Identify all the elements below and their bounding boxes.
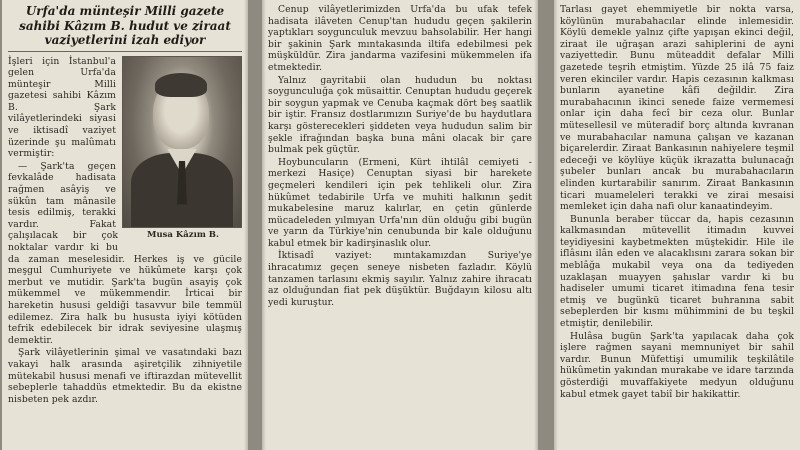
article-paragraph: Yalnız gayritabii olan hududun bu noktası soygunculuğa çok müsaittir. Cenuptan hududu geçerek bir soygun yapmak ve Cenuba kaçmak dört beş saatlik bir iştir. Fransız dostlarımızın Suriye'de bu haydutlara karşı gösterecekleri şiddeten veya hududun salim bir şekle ifrağından başka buna mâni olacak bir çare bulmak pek güçtür. bbox=[268, 74, 532, 156]
portrait-hair bbox=[155, 73, 207, 97]
article-body-start bbox=[8, 56, 242, 406]
column-edge-shadow bbox=[244, 0, 248, 450]
article-headline: Urfa'da münteşir Milli gazete sahibi Kâzım B. hudut ve ziraat vaziyetlerini izah ediyor bbox=[8, 4, 242, 52]
article-paragraph: Bununla beraber tüccar da, hapis cezasının kalkmasından mütevellit itimadın kuvvei teyidiyesini kaybetmekten müştekidir. Hile ile iflâsını ilân eden ve alacaklısını zarara sokan bir meblâğa mukabil veya ona da tediyeden uzaklaşan muayyen şahıslar vardır ki bu hadiseler umumi ticaret itimadına fena tesir etmiş ve bugünkü ticaret buhranına sabit sebeplerden bir kısmı mühimmini de bu teşkil etmiştir, denilebilir. bbox=[560, 213, 794, 330]
portrait-photo bbox=[122, 56, 242, 228]
column-edge-shadow bbox=[262, 0, 266, 450]
article-paragraph: Tarlası gayet ehemmiyetle bir nokta varsa, köylünün murabahacılar elinde inlemesidir. Köylü demekle yalnız çifte yapışan ekinci değil, ziraat ile uğraşan arazi sahiplerini de ayni vaziyettedir. Bunu müteaddit defalar Milli gazetede teşrih etmiştim. Yüzde 25 ilâ 75 faiz veren ekinciler vardır. Hapis cezasının kalkması bunların ayanetine kâfi değildir. Zira murabahacının ikinci senede faize vermemesi onlar için daha fecî bir ceza olur. Bunlar mütesellesil ve müteradif borç altında kıvranan ve murabahacılar namuna çalışan ve kazanan biçarelerdir. Ziraat Bankasının nahiyelere teşmil edeceği ve köylüye küçük ikrazatta bulunacağı şubeler bunları ancak bu murabahacıların elinden kurtarabilir sanırım. Ziraat Bankasının ticari muameleleri terakki ve zirai mesaisi memleket için daha nafi olur kanaatindeyim. bbox=[560, 4, 794, 213]
article-column-2 bbox=[262, 0, 538, 450]
article-column-1 bbox=[2, 0, 248, 450]
article-paragraph: İşleri için İstanbul'a gelen Urfa'da münteşir Milli gazetesi sahibi Kâzım B. Şark vilâyetlerindeki siyasi ve iktisadî vaziyet üzerinde şu malûmatı vermiştir: bbox=[8, 55, 116, 160]
article-paragraph: — Şark'ta geçen fevkalâde hadisata rağmen asâyiş ve sükûn tam mânasile tesis edilmiş, terakki vardır. Fakat çalışılacak bir çok noktalar vardır ki bu da zaman meselesidir. Herkes iş ve gücile meşgul Cumhuriyete ve hükûmete karşı çok merbut ve mutidir. Şark'ta bugün asayiş çok mükemmel ve mükemmendir. İrticai bir hareketin hususi geldiği tasavvur bile temmül edilemez. Zira halk bu hususta iyiyi kötüden tefrik edebilecek bir idrak seviyesine ulaşmış demektir. bbox=[8, 160, 242, 346]
column-edge-shadow bbox=[534, 0, 538, 450]
article-paragraph: Hulâsa bugün Şark'ta yapılacak daha çok işlere rağmen sayani memnuniyet bir sahil vardır. Bunun Müfettişi umumilik teşkilâtile hükûmetin yakından murakabe ve idare tarzında gösterdiği muvaffakiyete medyun olduğunu kabul etmek gayet tabiî bir hakikattir. bbox=[560, 330, 794, 400]
article-column-3 bbox=[554, 0, 800, 450]
column-edge-shadow bbox=[554, 0, 558, 450]
article-paragraph: Hoybuncuların (Ermeni, Kürt ihtilâl cemiyeti - merkezi Hasiçe) Cenuptan siyasi bir harekete geçmeleri kendileri için pek tehlikeli olur. Zira hükûmet tedabirile Urfa ve muhiti halkının şedit mukabelesine maruz kalırlar, en çetin günlerde mücadeleden yılmıyan Urfa'nın dün olduğu gibi bugün ve yarın da Türkiye'nin cenubunda bir kale olduğunu kabul etmek bir kadirşinaslık olur. bbox=[268, 156, 532, 249]
article-paragraph: Şark vilâyetlerinin şimal ve vasatındaki bazı vakayi halk arasında aşiretçilik zihniyetile mütekabil hususi menafi ve iftirazdan mütevellit sebeplerle tahaddüs etmektedir. Bu da ekistne nisbeten pek azdır. bbox=[8, 347, 242, 405]
article-paragraph: Cenup vilâyetlerimizden Urfa'da bu ufak tefek hadisata ilâveten Cenup'tan hududu geçen şakilerin yaptıkları soygunculuk mevzuu bahsolabilir. Her hangi bir şakinin Şark mıntakasında iltifa edebilmesi pek müşküldür. Zira jandarma vazifesini mükemmelen ifa etmektedir. bbox=[268, 4, 532, 73]
photo-caption: Musa Kâzım B. bbox=[147, 229, 219, 240]
article-paragraph: İktisadî vaziyet: mıntakamızdan Suriye'ye ihracatımız geçen seneye nisbeten fazladır. Köylü tanzamen tarlasını ekmiş sayılır. Yalnız zahire ihracatı az olduğundan fiat pek düşüktür. Buğdayın kilosu altı yedi kuruştur. bbox=[268, 250, 532, 308]
